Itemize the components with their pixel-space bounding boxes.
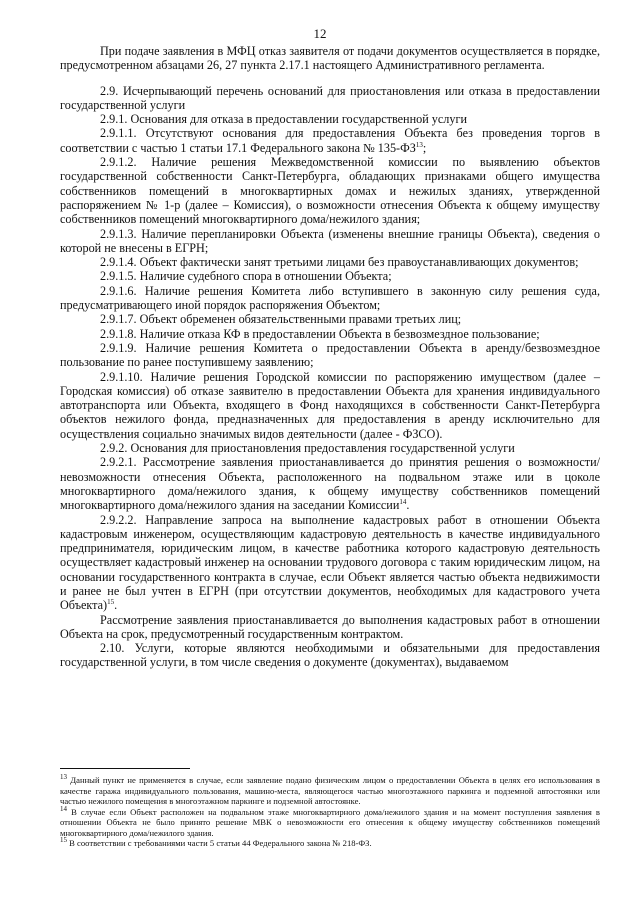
footnote (60, 838, 600, 849)
paragraph: 2.9.1. Основания для отказа в предоставлении государственной услуги (100, 112, 467, 127)
punctuation: . (114, 598, 118, 613)
paragraph: 2.9.2. Основания для приостановления предоставления государственной услуги (100, 441, 515, 456)
footnote-text: Данный пункт не применяется в случае, если заявление подано физическим лицом о предоставлении Объекта в целях его использования в качестве гаража индивидуального пользования, машино-места, являющегося частью многоэтажного паркинга и подземной автостоянки или частью нежилого помещения в многоэтажном паркинге и подземной автостоянке. (60, 775, 600, 806)
footnote (60, 804, 600, 839)
footnote-text: В случае если Объект расположен на подвальном этаже многоквартирного дома/нежилого здания и на момент поступления заявления в отношении Объекта не было принято решение МВК о невозможности его отнесения к общему имуществу собственников помещений многоквартирного дома/нежилого здания. (60, 806, 600, 838)
footnote-text: В соответствии с требованиями части 5 статьи 44 Федерального закона № 218-ФЗ. (67, 838, 372, 848)
paragraph: 2.9.1.5. Наличие судебного спора в отношении Объекта; (100, 269, 392, 284)
paragraph: 2.9.1.7. Объект обременен обязательственными правами третьих лиц; (100, 312, 462, 327)
paragraph: 2.9.1.10. Наличие решения Городской комиссии по распоряжению имуществом (далее – Городская комиссия) об отказе заявителю в предоставлении Объекта для хранения индивидуального автотранспорта или Объекта, входящего в Фонд находящихся в собственности Санкт-Петербурга объектов нежилого фонда, предназначенных для предоставления в аренду исключительно для осуществления социально значимых видов деятельности (далее - ФЗСО). (60, 369, 600, 441)
paragraph: При подаче заявления в МФЦ отказ заявителя от подачи документов осуществляется в порядке, предусмотренном абзацами 26, 27 пункта 2.17.1 настоящего Административного регламента. (60, 44, 600, 73)
punctuation: ; (422, 140, 427, 155)
paragraph-text: 2.9.2.1. Рассмотрение заявления приостанавливается до принятия решения о возможности/невозможности отнесения Объекта, расположенного на подвальном этаже или в цоколе многоквартирного дома/нежилого здания, к общему имуществу собственников помещений многоквартирного дома/нежилого здания на заседании Комиссии (60, 455, 600, 513)
footnote-number: 15 (60, 836, 67, 845)
footnote-ref[interactable]: 14 (399, 498, 407, 507)
paragraph-text: 2.9.1.1. Отсутствуют основания для предоставления Объекта без проведения торгов в соответствии с частью 1 статьи 17.1 Федерального закона № 135-ФЗ (60, 126, 600, 155)
paragraph: 2.9.1.8. Наличие отказа КФ в предоставлении Объекта в безвозмездное пользование; (100, 326, 540, 341)
footnote-number: 14 (60, 804, 67, 813)
paragraph: 2.9.1.9. Наличие решения Комитета о предоставлении Объекта в аренду/безвозмездное пользование по ранее поступившему заявлению; (60, 340, 600, 370)
paragraph: 2.10. Услуги, которые являются необходимыми и обязательными для предоставления государственной услуги, в том числе сведения о документе (документах), выдаваемом (60, 641, 600, 670)
paragraph (60, 455, 600, 512)
section-heading: 2.9. Исчерпывающий перечень оснований для приостановления или отказа в предоставлении государственной услуги (60, 83, 600, 112)
page-number: 12 (313, 26, 327, 41)
document-body (60, 44, 600, 670)
footnote-ref[interactable]: 13 (415, 140, 423, 149)
paragraph: Рассмотрение заявления приостанавливается до выполнения кадастровых работ в отношении Объекта на срок, предусмотренный государственным контрактом. (60, 612, 600, 641)
footnote (60, 775, 600, 807)
paragraph: 2.9.1.2. Наличие решения Межведомственной комиссии по выявлению объектов государственной собственности Санкт-Петербурга, обладающих признаками общего имущества собственников помещений в многоквартирных домах и нежилых зданиях, утвержденной распоряжением № 1-р (далее – Комиссия), о возможности отнесения Объекта к общему имуществу собственников помещений многоквартирного дома/нежилого здания; (60, 155, 600, 227)
paragraph (60, 126, 600, 155)
footnote-divider (60, 768, 190, 769)
paragraph-text: 2.9.2.2. Направление запроса на выполнение кадастровых работ в отношении Объекта кадастровым инженером, осуществляющим кадастровую деятельность в качестве индивидуального предпринимателя, юридическим лицом, в качестве работника которого кадастровую деятельность осуществляет кадастровый инженер на основании трудового договора с таким юридическим лицом, на основании государственного контракта в случае, если Объект является частью объекта недвижимости и ранее не был учтен в ЕГРН (при отсутствии документов, необходимых для кадастрового учета Объекта) (60, 512, 600, 613)
footnotes (60, 775, 600, 849)
paragraph: 2.9.1.3. Наличие перепланировки Объекта (изменены внешние границы Объекта), сведения о которой не внесены в ЕГРН; (60, 226, 600, 255)
footnote-ref[interactable]: 15 (107, 598, 115, 607)
paragraph: 2.9.1.6. Наличие решения Комитета либо вступившего в законную силу решения суда, предусматривающего иной порядок распоряжения Объектом; (60, 283, 600, 313)
punctuation: . (406, 498, 410, 513)
paragraph (60, 513, 600, 613)
footnote-number: 13 (60, 773, 67, 782)
paragraph: 2.9.1.4. Объект фактически занят третьими лицами без правоустанавливающих документов; (100, 255, 579, 270)
